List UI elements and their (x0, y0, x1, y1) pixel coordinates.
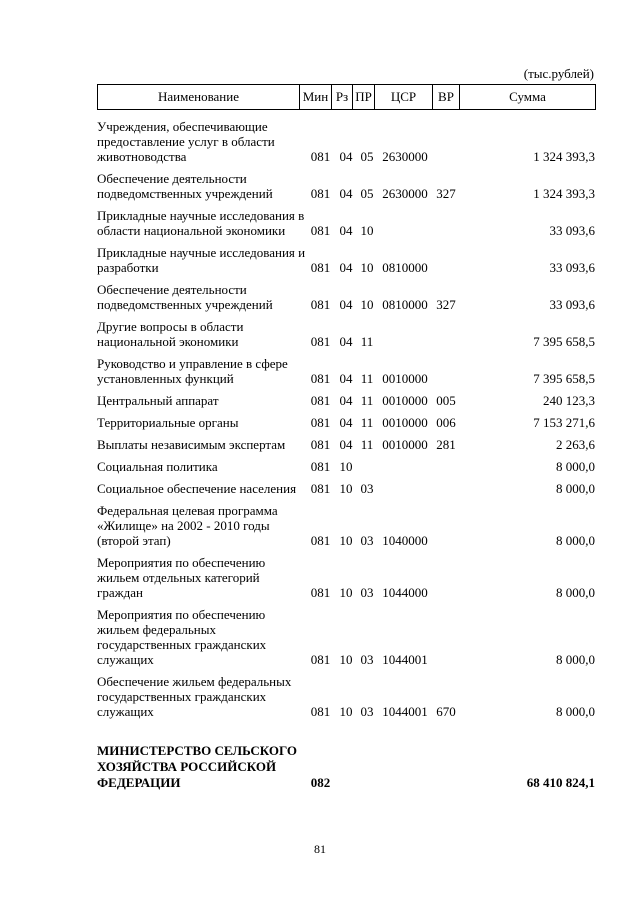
cell-vr (433, 552, 459, 604)
cell-vr (433, 116, 459, 168)
cell-pr: 05 (360, 149, 374, 164)
cell-min: 081 (310, 652, 331, 667)
cell-sum: 1 324 393,3 (533, 149, 595, 164)
cell-pr: 03 (360, 704, 374, 719)
cell-name: Социальное обеспечение населения (97, 481, 297, 496)
table-row (97, 456, 595, 478)
cell-min: 081 (310, 371, 331, 386)
table-header (97, 84, 596, 110)
cell-vr (433, 478, 459, 500)
cell-rz: 04 (339, 437, 353, 452)
cell-min: 081 (310, 260, 331, 275)
cell-rz: 04 (339, 415, 353, 430)
budget-table (97, 116, 595, 795)
cell-rz: 04 (339, 186, 353, 201)
cell-sum: 33 093,6 (549, 260, 595, 275)
cell-name: Центральный аппарат (97, 393, 219, 408)
page-number: 81 (314, 842, 326, 856)
cell-min: 081 (310, 186, 331, 201)
cell-vr: 670 (436, 704, 456, 719)
table-row (97, 390, 595, 412)
cell-name: Федеральная целевая программа «Жилище» на 2002 - 2010 годы (второй этап) (97, 503, 278, 548)
cell-name: Мероприятия по обеспечению жильем федеральных государственных гражданских служащих (97, 607, 267, 667)
table-row (97, 242, 595, 279)
cell-rz: 04 (339, 393, 353, 408)
cell-vr: 281 (436, 437, 456, 452)
units-label: (тыс.рублей) (523, 66, 594, 81)
cell-rz: 10 (339, 585, 353, 600)
cell-min: 081 (310, 334, 331, 349)
cell-pr: 11 (360, 334, 374, 349)
table-row (97, 500, 595, 552)
cell-vr (433, 456, 459, 478)
cell-csr: 1040000 (382, 533, 428, 548)
cell-vr: 005 (436, 393, 456, 408)
cell-min: 081 (310, 459, 331, 474)
cell-pr: 11 (360, 415, 374, 430)
table-row (97, 316, 595, 353)
cell-min: 081 (310, 393, 331, 408)
cell-rz: 10 (339, 704, 353, 719)
cell-name: Выплаты независимым экспертам (97, 437, 286, 452)
cell-rz: 04 (339, 223, 353, 238)
cell-csr: 0010000 (382, 415, 428, 430)
header-min: Мин (300, 85, 332, 110)
cell-sum: 8 000,0 (556, 459, 595, 474)
cell-csr (377, 316, 433, 353)
cell-sum: 7 153 271,6 (533, 415, 595, 430)
header-pr: ПР (353, 85, 375, 110)
cell-sum: 1 324 393,3 (533, 186, 595, 201)
cell-csr (377, 205, 433, 242)
table-row (97, 279, 595, 316)
cell-vr (433, 316, 459, 353)
cell-csr: 0010000 (382, 437, 428, 452)
cell-pr: 05 (360, 186, 374, 201)
cell-sum: 8 000,0 (556, 585, 595, 600)
cell-vr: 006 (436, 415, 456, 430)
cell-csr: 1044001 (382, 652, 428, 667)
cell-sum: 8 000,0 (556, 704, 595, 719)
table-row (97, 478, 595, 500)
cell-pr: 03 (360, 585, 374, 600)
cell-name: Прикладные научные исследования в области национальной экономики (97, 208, 305, 238)
cell-sum: 8 000,0 (556, 652, 595, 667)
cell-rz: 10 (339, 533, 353, 548)
cell-min: 081 (310, 223, 331, 238)
cell-sum: 33 093,6 (549, 297, 595, 312)
cell-sum: 2 263,6 (556, 437, 595, 452)
cell-name: Обеспечение жильем федеральных государственных гражданских служащих (97, 674, 292, 719)
table-row (97, 552, 595, 604)
cell-sum: 8 000,0 (556, 533, 595, 548)
cell-rz: 10 (339, 481, 353, 496)
table-row (97, 604, 595, 671)
cell-rz: 04 (339, 297, 353, 312)
cell-pr: 10 (360, 297, 374, 312)
cell-vr (433, 205, 459, 242)
cell-rz: 10 (339, 652, 353, 667)
table-row (97, 671, 595, 723)
cell-vr: 327 (436, 297, 456, 312)
cell-csr: 0010000 (382, 393, 428, 408)
cell-min: 081 (310, 533, 331, 548)
table-row (97, 353, 595, 390)
cell-min: 081 (310, 297, 331, 312)
cell-pr: 11 (360, 437, 374, 452)
cell-min: 081 (310, 437, 331, 452)
cell-csr: 0810000 (382, 260, 428, 275)
cell-pr (357, 456, 377, 478)
ministry-row (97, 723, 595, 795)
table-row (97, 168, 595, 205)
cell-csr: 1044000 (382, 585, 428, 600)
cell-vr (433, 500, 459, 552)
cell-rz: 04 (339, 334, 353, 349)
header-vr: ВР (433, 85, 460, 110)
cell-pr: 03 (360, 481, 374, 496)
cell-min: 081 (310, 704, 331, 719)
cell-rz: 04 (339, 260, 353, 275)
cell-vr (433, 604, 459, 671)
table-row (97, 116, 595, 168)
cell-name: Мероприятия по обеспечению жильем отдельных категорий граждан (97, 555, 266, 600)
cell-sum: 7 395 658,5 (533, 371, 595, 386)
header-csr: ЦСР (375, 85, 433, 110)
cell-name: Территориальные органы (97, 415, 239, 430)
cell-csr: 0010000 (382, 371, 428, 386)
cell-rz: 04 (339, 149, 353, 164)
cell-min: 081 (310, 415, 331, 430)
cell-vr (433, 353, 459, 390)
cell-vr (433, 242, 459, 279)
cell-name: Другие вопросы в области национальной экономики (97, 319, 244, 349)
cell-name: Прикладные научные исследования и разработки (97, 245, 306, 275)
cell-rz: 04 (339, 371, 353, 386)
cell-sum: 240 123,3 (543, 393, 595, 408)
ministry-sum: 68 410 824,1 (526, 775, 595, 790)
cell-min: 081 (310, 585, 331, 600)
table-row (97, 412, 595, 434)
cell-min: 081 (310, 149, 331, 164)
cell-name: Руководство и управление в сфере установленных функций (97, 356, 288, 386)
cell-sum: 7 395 658,5 (533, 334, 595, 349)
table-row (97, 205, 595, 242)
cell-name: Социальная политика (97, 459, 218, 474)
cell-csr: 1044001 (382, 704, 428, 719)
cell-csr: 2630000 (382, 186, 428, 201)
cell-csr (377, 456, 433, 478)
cell-pr: 11 (360, 371, 374, 386)
cell-name: Обеспечение деятельности подведомственных учреждений (97, 171, 273, 201)
cell-rz: 10 (339, 459, 353, 474)
header-sum: Сумма (460, 85, 596, 110)
cell-csr (377, 478, 433, 500)
cell-vr: 327 (436, 186, 456, 201)
ministry-min: 082 (310, 775, 331, 790)
cell-pr: 10 (360, 260, 374, 275)
cell-csr: 0810000 (382, 297, 428, 312)
cell-sum: 8 000,0 (556, 481, 595, 496)
cell-min: 081 (310, 481, 331, 496)
cell-pr: 03 (360, 652, 374, 667)
cell-pr: 10 (360, 223, 374, 238)
table-row (97, 434, 595, 456)
cell-pr: 03 (360, 533, 374, 548)
header-name: Наименование (98, 85, 300, 110)
cell-sum: 33 093,6 (549, 223, 595, 238)
cell-csr: 2630000 (382, 149, 428, 164)
header-rz: Рз (332, 85, 353, 110)
cell-name: Обеспечение деятельности подведомственных учреждений (97, 282, 273, 312)
cell-name: Учреждения, обеспечивающие предоставление услуг в области животноводства (97, 119, 275, 164)
ministry-name: МИНИСТЕРСТВО СЕЛЬСКОГО ХОЗЯЙСТВА РОССИЙСКОЙ ФЕДЕРАЦИИ (97, 743, 298, 790)
cell-pr: 11 (360, 393, 374, 408)
